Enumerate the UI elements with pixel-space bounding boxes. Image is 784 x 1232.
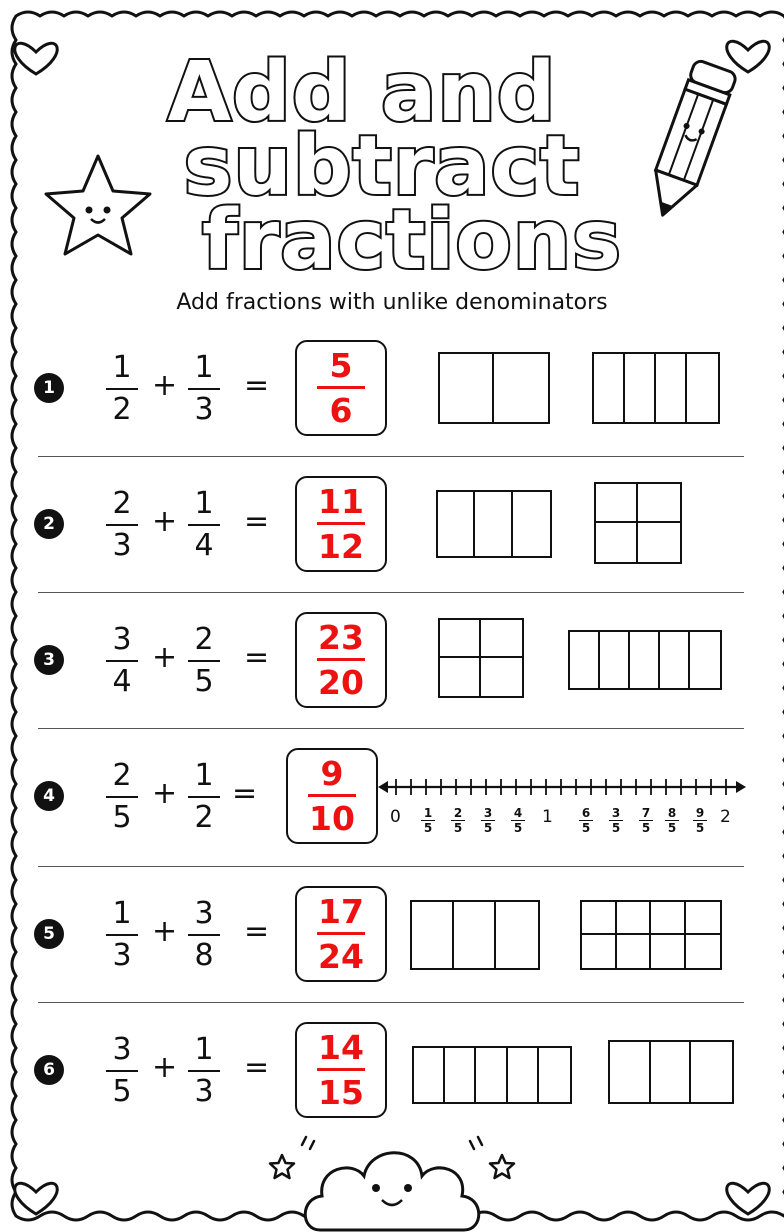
title-line-1: Add and xyxy=(167,45,557,140)
addend-fraction xyxy=(186,486,222,564)
answer-numerator: 23 xyxy=(318,618,364,657)
divider xyxy=(38,1002,744,1003)
numerator: 4 xyxy=(513,806,523,820)
answer-denominator: 10 xyxy=(309,799,355,838)
answer-numerator: 17 xyxy=(318,892,364,931)
numerator: 3 xyxy=(483,806,493,820)
fraction-model-grid xyxy=(592,352,720,424)
numerator: 1 xyxy=(112,896,132,931)
denominator: 3 xyxy=(112,938,132,973)
numerator: 1 xyxy=(194,1032,214,1067)
problem-number-badge: 2 xyxy=(34,509,64,539)
number-line-fraction-label xyxy=(481,807,495,834)
number-line-whole-label: 2 xyxy=(720,807,731,827)
denominator: 2 xyxy=(112,392,132,427)
addend-fraction xyxy=(104,1032,140,1110)
addend-fraction xyxy=(104,896,140,974)
denominator: 5 xyxy=(112,1074,132,1109)
denominator: 3 xyxy=(112,528,132,563)
fraction-model-grid xyxy=(410,900,540,970)
equals-sign: = xyxy=(232,776,258,811)
number-line-fraction-label xyxy=(579,807,593,834)
denominator: 4 xyxy=(112,664,132,699)
denominator: 5 xyxy=(423,821,433,835)
numerator: 3 xyxy=(112,622,132,657)
addend-fraction xyxy=(186,1032,222,1110)
denominator: 5 xyxy=(112,800,132,835)
denominator: 5 xyxy=(581,821,591,835)
numerator: 3 xyxy=(611,806,621,820)
number-line-fraction-label xyxy=(639,807,653,834)
fraction-model-grid xyxy=(580,900,722,970)
plus-sign: + xyxy=(152,1050,178,1085)
answer-box xyxy=(295,340,387,436)
denominator: 5 xyxy=(667,821,677,835)
answer-denominator: 12 xyxy=(318,527,364,566)
denominator: 5 xyxy=(194,664,214,699)
answer-denominator: 6 xyxy=(329,391,353,430)
number-line-fraction-label xyxy=(665,807,679,834)
numerator: 2 xyxy=(453,806,463,820)
answer-numerator: 14 xyxy=(318,1028,364,1067)
plus-sign: + xyxy=(152,776,178,811)
problem-number-badge: 1 xyxy=(34,373,64,403)
equals-sign: = xyxy=(244,1050,270,1085)
numerator: 1 xyxy=(194,486,214,521)
addend-fraction xyxy=(186,622,222,700)
number-line-fraction-label xyxy=(693,807,707,834)
title-line-3: fractions xyxy=(202,193,622,288)
numerator: 3 xyxy=(112,1032,132,1067)
addend-fraction xyxy=(104,486,140,564)
equals-sign: = xyxy=(244,914,270,949)
addend-fraction xyxy=(186,896,222,974)
plus-sign: + xyxy=(152,368,178,403)
answer-denominator: 24 xyxy=(318,937,364,976)
numerator: 2 xyxy=(194,622,214,657)
fraction-model-grid xyxy=(438,618,524,698)
fraction-model-grid xyxy=(436,490,552,558)
plus-sign: + xyxy=(152,640,178,675)
addend-fraction xyxy=(104,758,140,836)
fraction-model-grid xyxy=(412,1046,572,1104)
answer-box xyxy=(295,886,387,982)
equals-sign: = xyxy=(244,368,270,403)
numerator: 1 xyxy=(423,806,433,820)
title-line-2: subtract xyxy=(183,119,581,214)
number-line-fraction-label xyxy=(511,807,525,834)
number-line-fraction-label xyxy=(609,807,623,834)
small-star-icon xyxy=(470,1137,514,1178)
plus-sign: + xyxy=(152,914,178,949)
denominator: 3 xyxy=(194,1074,214,1109)
problem-number-badge: 3 xyxy=(34,645,64,675)
problem-number-badge: 5 xyxy=(34,919,64,949)
answer-numerator: 5 xyxy=(329,346,353,385)
answer-box xyxy=(295,612,387,708)
fraction-model-grid xyxy=(438,352,550,424)
equals-sign: = xyxy=(244,504,270,539)
addend-fraction xyxy=(186,350,222,428)
denominator: 5 xyxy=(513,821,523,835)
cloud-character-icon xyxy=(305,1153,479,1230)
plus-sign: + xyxy=(152,504,178,539)
number-line-fraction-label xyxy=(421,807,435,834)
answer-denominator: 20 xyxy=(318,663,364,702)
equals-sign: = xyxy=(244,640,270,675)
divider xyxy=(38,866,744,867)
denominator: 8 xyxy=(194,938,214,973)
divider xyxy=(38,592,744,593)
denominator: 5 xyxy=(453,821,463,835)
denominator: 3 xyxy=(194,392,214,427)
numerator: 3 xyxy=(194,896,214,931)
numerator: 8 xyxy=(667,806,677,820)
fraction-model-grid xyxy=(594,482,682,564)
denominator: 5 xyxy=(611,821,621,835)
numerator: 7 xyxy=(641,806,651,820)
addend-fraction xyxy=(186,758,222,836)
number-line xyxy=(376,770,748,806)
numerator: 6 xyxy=(581,806,591,820)
answer-box xyxy=(286,748,378,844)
heart-icon xyxy=(15,1183,57,1214)
problem-number-badge: 4 xyxy=(34,781,64,811)
denominator: 2 xyxy=(194,800,214,835)
subtitle: Add fractions with unlike denominators xyxy=(176,290,608,315)
numerator: 2 xyxy=(112,758,132,793)
fraction-model-grid xyxy=(608,1040,734,1104)
numerator: 2 xyxy=(112,486,132,521)
numerator: 1 xyxy=(194,350,214,385)
answer-numerator: 9 xyxy=(320,754,344,793)
fraction-model-grid xyxy=(568,630,722,690)
small-star-icon xyxy=(270,1137,314,1178)
addend-fraction xyxy=(104,350,140,428)
numerator: 9 xyxy=(695,806,705,820)
denominator: 5 xyxy=(641,821,651,835)
divider xyxy=(38,728,744,729)
numerator: 1 xyxy=(112,350,132,385)
numerator: 1 xyxy=(194,758,214,793)
problem-number-badge: 6 xyxy=(34,1055,64,1085)
answer-numerator: 11 xyxy=(318,482,364,521)
answer-box xyxy=(295,1022,387,1118)
answer-denominator: 15 xyxy=(318,1073,364,1112)
addend-fraction xyxy=(104,622,140,700)
answer-box xyxy=(295,476,387,572)
denominator: 5 xyxy=(483,821,493,835)
number-line-whole-label: 0 xyxy=(390,807,401,827)
denominator: 4 xyxy=(194,528,214,563)
divider xyxy=(38,456,744,457)
heart-icon xyxy=(727,1183,769,1214)
number-line-fraction-label xyxy=(451,807,465,834)
denominator: 5 xyxy=(695,821,705,835)
number-line-whole-label: 1 xyxy=(542,807,553,827)
